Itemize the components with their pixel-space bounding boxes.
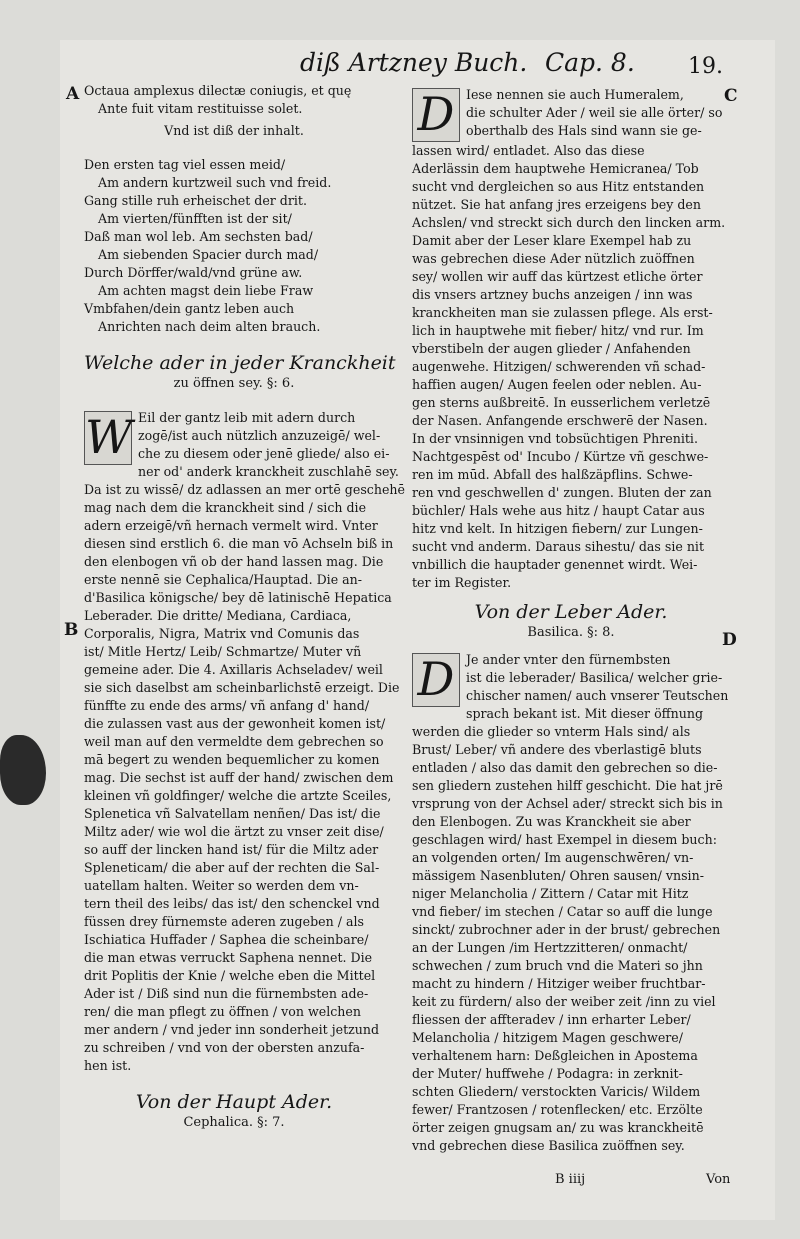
text-line: fliessen der affteradev / inn erharter Leber/ [412,1012,691,1027]
verse-line: Den ersten tag viel essen meid/ [84,157,286,172]
text-line: Ader ist / Diß sind nun die fürnembsten ade- [84,986,369,1001]
text-line: lassen wird/ entladet. Also das diese [412,143,645,158]
signature-mark: B iiij [555,1172,586,1187]
text-line: vberstibeln der augen glieder / Anfahenden [412,341,691,356]
text-line: vnd fieber/ im stechen / Catar so auff die lunge [412,904,713,919]
text-line: sucht vnd dergleichen so aus Hitz entstanden [412,179,705,194]
running-title: diß Artzney Buch. [300,48,528,77]
text-line: dis vnsers artzney buchs anzeigen / inn was [412,287,693,302]
text-line: werden die glieder so vnterm Hals sind/ als [412,724,691,739]
inhalt-line: Vnd ist diß der inhalt. [164,123,304,138]
text-line: die zulassen vast aus der gewonheit komen ist/ [84,716,386,731]
text-line: hitz vnd kelt. In hitzigen fiebern/ zur Lungen- [412,521,703,536]
text-line: fewer/ Frantzosen / rotenflecken/ etc. Erzölte [412,1102,703,1117]
text-line: Melancholia / hitzigem Magen geschwere/ [412,1030,683,1045]
text-line: Ante fuit vitam restituisse solet. [98,101,303,116]
text-line: ist die leberader/ Basilica/ welcher grie- [466,670,723,685]
text-line: Je ander vnter den fürnembsten [466,652,671,667]
text-line: oberthalb des Hals sind wann sie ge- [466,123,702,138]
text-line: ist/ Mitle Hertz/ Leib/ Schmartze/ Muter vñ [84,644,362,659]
text-line: Octaua amplexus dilectæ coniugis, et quę [84,83,352,98]
text-line: uatellam halten. Weiter so werden dem vn- [84,878,359,893]
section-heading: Von der Leber Ader. [474,601,668,623]
text-line: die man etwas verruckt Saphena nennet. Die [84,950,373,965]
verse-line: Am andern kurtzweil such vnd freid. [98,175,332,190]
text-line: die schulter Ader / weil sie alle örter/ so [466,105,723,120]
section-subheading: zu öffnen sey. §: 6. [173,376,295,391]
text-line: der Nasen. Anfangende erschwerē der Nasen. [412,413,708,428]
text-line: Damit aber der Leser klare Exempel hab zu [412,233,692,248]
text-line: sie sich daselbst am scheinbarlichstē erzeigt. Die [84,680,400,695]
text-line: Iese nennen sie auch Humeralem, [466,87,684,102]
catchword: Von [706,1172,731,1187]
margin-letter-d: D [722,630,737,650]
text-line: verhaltenem harn: Deßgleichen in Apostema [412,1048,698,1063]
text-line: vnbillich die hauptader genennet wirdt. Wei- [412,557,698,572]
decorated-initial: W [85,410,133,464]
verse-line: Daß man wol leb. Am sechsten bad/ [84,229,313,244]
text-line: che zu diesem oder jenē gliede/ also ei- [138,446,390,461]
verse-line: Gang stille ruh erheischet der drit. [84,193,307,208]
text-line: mag. Die sechst ist auff der hand/ zwischen dem [84,770,394,785]
text-line: gen sterns außbreitē. In eusserlichem verletzē [412,395,711,410]
paragraph-hauptader [412,86,730,592]
text-line: sprach bekant ist. Mit dieser öffnung [466,706,703,721]
text-line: keit zu fürdern/ also der weiber zeit /inn zu viel [412,994,716,1009]
text-line: mag nach dem die kranckheit sind / sich die [84,500,367,515]
text-line: ner od' anderk kranckheit zuschlahē sey. [138,464,399,479]
text-line: ren im mūd. Abfall des halßzäpflins. Schwe- [412,467,693,482]
text-line: Corporalis, Nigra, Matrix vnd Comunis das [84,626,360,641]
text-line: an volgenden orten/ Im augenschwēren/ vn- [412,850,694,865]
text-line: macht zu hindern / Hitziger weiber fruchtbar- [412,976,706,991]
margin-letter-a: A [66,84,80,104]
text-line: Ischiatica Huffader / Saphea die scheinbare/ [84,932,369,947]
verse-line: Anrichten nach deim alten brauch. [98,319,321,334]
text-line: den Elenbogen. Zu was Kranckheit sie aber [412,814,691,829]
ink-blot [0,735,46,805]
text-line: an der Lungen /im Hertzzitteren/ onmacht/ [412,940,688,955]
decorated-initial: D [412,653,460,707]
section-heading: Von der Haupt Ader. [135,1091,333,1113]
folio-number: 19. [688,54,723,79]
section-subheading: Basilica. §: 8. [527,625,615,640]
text-line: Eil der gantz leib mit adern durch [138,410,356,425]
text-line: diesen sind erstlich 6. die man vō Achseln biß in [84,536,394,551]
text-line: vrsprung von der Achsel ader/ streckt sich bis in [412,796,723,811]
text-line: drit Poplitis der Knie / welche eben die Mittel [84,968,376,983]
text-line: Da ist zu wissē/ dz adlassen an mer ortē geschehē [84,482,405,497]
text-line: lich in hauptwehe mit fieber/ hitz/ vnd rur. Im [412,323,704,338]
text-line: mässigem Nasenbluten/ Ohren sausen/ vnsin- [412,868,704,883]
verse-line: Am achten magst dein liebe Fraw [98,283,314,298]
verse-line: Am vierten/fünfften ist der sit/ [98,211,292,226]
text-line: sey/ wollen wir auff das kürtzest etliche örter [412,269,703,284]
text-line: kranckheiten man sie zulassen pflege. Als erst- [412,305,713,320]
text-line: tern theil des leibs/ das ist/ den schenckel vnd [84,896,380,911]
text-line: sucht vnd anderm. Daraus sihestu/ das sie nit [412,539,705,554]
text-line: weil man auf den vermeldte dem gebrechen so [84,734,384,749]
section-heading: Welche ader in jeder Kranckheit [84,352,396,374]
text-line: d'Basilica königsche/ bey dē latinischē Hepatica [84,590,392,605]
text-line: Achslen/ vnd streckt sich durch den lincken arm. [412,215,726,230]
text-line: Miltz ader/ wie wol die ärtzt zu vnser zeit dise/ [84,824,384,839]
paragraph-aderlass [84,409,405,1075]
paragraph-leberader [412,651,730,1155]
verse-line: Am siebenden Spacier durch mad/ [98,247,319,262]
text-line: mā begert zu wenden bequemlicher zu komen [84,752,380,767]
left-column [84,82,405,1132]
text-line: entladen / also das damit den gebrechen so die- [412,760,718,775]
text-line: so auff der lincken hand ist/ für die Miltz ader [84,842,379,857]
text-line: Aderlässin dem hauptwehe Hemicranea/ Tob [412,161,699,176]
right-column [412,86,730,1155]
text-line: schwechen / zum bruch vnd die Materi so jhn [412,958,703,973]
text-line: büchler/ Hals wehe aus hitz / haupt Catar aus [412,503,705,518]
text-line: gemeine ader. Die 4. Axillaris Achseladev/ weil [84,662,383,677]
text-line: was gebrechen diese Ader nützlich zuöffnen [412,251,695,266]
text-line: schten Gliedern/ verstockten Varicis/ Wildem [412,1084,701,1099]
text-line: ren vnd geschwellen d' zungen. Bluten der zan [412,485,712,500]
text-line: der Muter/ huffwehe / Podagra: in zerknit- [412,1066,683,1081]
text-line: In der vnsinnigen vnd tobsüchtigen Phreniti. [412,431,698,446]
text-line: chischer namen/ auch vnserer Teutschen [466,688,729,703]
text-line: hen ist. [84,1058,132,1073]
text-line: füssen drey fürnemste aderen zugeben / als [84,914,364,929]
text-line: adern erzeigē/vñ hernach vermelt wird. Vnter [84,518,378,533]
decorated-initial: D [412,88,460,142]
text-line: kleinen vñ goldfinger/ welche die artzte Sceiles, [84,788,392,803]
text-line: niger Melancholia / Zittern / Catar mit Hitz [412,886,689,901]
verse-line: Durch Dörffer/wald/vnd grüne aw. [84,265,303,280]
margin-letter-c: C [724,86,738,106]
text-line: Spleneticam/ die aber auf der rechten die Sal- [84,860,380,875]
text-line: den elenbogen vñ ob der hand lassen mag. Die [84,554,384,569]
section-subheading: Cephalica. §: 7. [183,1115,285,1130]
text-line: Brust/ Leber/ vñ andere des vberlastigē bluts [412,742,702,757]
chapter-label: Cap. 8. [545,48,635,77]
text-line: nützet. Sie hat anfang jres erzeigens bey den [412,197,701,212]
text-line: ter im Register. [412,575,512,590]
text-line: Splenetica vñ Salvatellam nenñen/ Das ist/ die [84,806,381,821]
text-line: augenwehe. Hitzigen/ schwerenden vñ schad- [412,359,706,374]
verse-block [84,156,384,336]
text-line: mer andern / vnd jeder inn sonderheit jetzund [84,1022,380,1037]
text-line: vnd gebrechen diese Basilica zuöffnen sey. [412,1138,685,1153]
text-line: haffien augen/ Augen feelen oder neblen. Au- [412,377,702,392]
text-line: geschlagen wird/ hast Exempel in diesem buch: [412,832,717,847]
text-line: Leberader. Die dritte/ Mediana, Cardiaca, [84,608,352,623]
text-line: ren/ die man pflegt zu öffnen / von welchen [84,1004,361,1019]
text-line: Nachtgespēst od' Incubo / Kürtze vñ geschwe- [412,449,709,464]
text-line: sinckt/ zubrochner ader in der brust/ gebrechen [412,922,721,937]
text-line: zogē/ist auch nützlich anzuzeigē/ wel- [138,428,381,443]
text-line: sen gliedern zustehen hilff geschicht. Die hat jrē [412,778,723,793]
margin-letter-b: B [64,620,79,640]
verse-line: Vmbfahen/dein gantz leben auch [84,301,295,316]
text-line: erste nennē sie Cephalica/Hauptad. Die an- [84,572,363,587]
latin-intro [84,82,384,118]
text-line: zu schreiben / vnd von der obersten anzufa- [84,1040,365,1055]
text-line: örter zeigen gnugsam an/ zu was kranckheitē [412,1120,704,1135]
text-line: fünffte zu ende des arms/ vñ anfang d' hand/ [84,698,370,713]
